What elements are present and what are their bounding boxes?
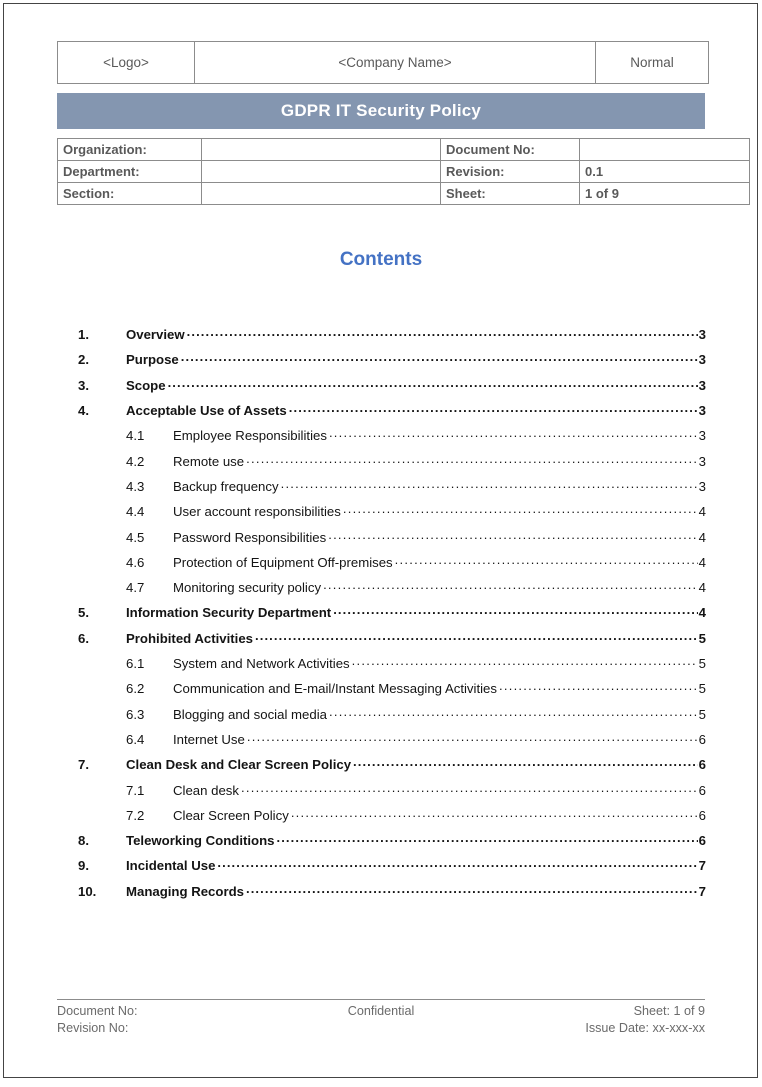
toc-leader-dots	[187, 326, 698, 339]
toc-entry[interactable]	[78, 554, 706, 579]
section-value[interactable]	[202, 183, 441, 205]
toc-entry-page: 4	[698, 554, 706, 570]
toc-leader-dots	[352, 655, 698, 668]
toc-leader-dots	[255, 630, 698, 643]
company-name-cell: <Company Name>	[195, 42, 596, 84]
toc-entry-title: Purpose	[126, 352, 179, 368]
toc-entry-number: 6.4	[126, 731, 145, 747]
footer-revision-no: Revision No:	[57, 1021, 129, 1035]
toc-leader-dots	[247, 731, 698, 744]
table-row	[58, 183, 750, 205]
metadata-table-wrapper	[57, 138, 705, 205]
toc-entry-title: Clean desk	[173, 782, 239, 798]
toc-entry-page: 3	[698, 453, 706, 469]
footer-divider	[57, 999, 705, 1000]
toc-entry[interactable]	[78, 579, 706, 604]
toc-entry-number: 2.	[78, 352, 89, 368]
toc-entry[interactable]	[78, 705, 706, 730]
toc-entry-page: 5	[698, 706, 706, 722]
footer-row-1	[57, 1003, 705, 1020]
document-title-banner	[57, 93, 705, 129]
toc-entry-number: 5.	[78, 605, 89, 621]
toc-entry-page: 5	[698, 656, 706, 672]
toc-entry-number: 6.3	[126, 706, 145, 722]
toc-entry[interactable]	[78, 756, 706, 781]
toc-leader-dots	[241, 781, 698, 794]
toc-entry[interactable]	[78, 528, 706, 553]
table-of-contents	[78, 326, 706, 908]
table-row	[58, 161, 750, 183]
toc-entry-title: User account responsibilities	[173, 504, 341, 520]
table-row	[58, 139, 750, 161]
toc-entry-title: Protection of Equipment Off-premises	[173, 554, 393, 570]
toc-entry[interactable]	[78, 478, 706, 503]
page-content	[57, 41, 705, 908]
document-metadata-table	[57, 138, 750, 205]
toc-entry-title: Scope	[126, 377, 166, 393]
toc-entry[interactable]	[78, 883, 706, 908]
toc-leader-dots	[329, 427, 698, 440]
toc-entry[interactable]	[78, 377, 706, 402]
toc-entry-title: Information Security Department	[126, 605, 332, 621]
page-title: GDPR IT Security Policy	[280, 101, 482, 120]
toc-entry-number: 4.4	[126, 504, 145, 520]
toc-leader-dots	[281, 478, 698, 491]
footer-document-no: Document No:	[57, 1004, 138, 1018]
document-no-value[interactable]	[580, 139, 750, 161]
toc-entry[interactable]	[78, 857, 706, 882]
toc-entry-number: 7.1	[126, 782, 145, 798]
toc-entry-page: 4	[698, 504, 706, 520]
footer-row-2	[57, 1020, 705, 1037]
toc-entry[interactable]	[78, 781, 706, 806]
logo-cell: <Logo>	[58, 42, 195, 84]
sheet-label: Sheet:	[441, 183, 580, 205]
section-label: Section:	[58, 183, 202, 205]
toc-entry-page: 6	[698, 807, 706, 823]
toc-entry-title: Incidental Use	[126, 858, 216, 874]
organization-value[interactable]	[202, 139, 441, 161]
toc-entry-number: 4.3	[126, 478, 145, 494]
toc-entry-number: 10.	[78, 883, 97, 899]
toc-entry[interactable]	[78, 326, 706, 351]
revision-label: Revision:	[441, 161, 580, 183]
toc-entry-title: Employee Responsibilities	[173, 428, 327, 444]
toc-entry[interactable]	[78, 807, 706, 832]
toc-leader-dots	[353, 756, 698, 769]
toc-entry-number: 4.	[78, 403, 89, 419]
toc-entry-number: 8.	[78, 833, 89, 849]
toc-entry-page: 7	[698, 858, 706, 874]
toc-entry-number: 4.5	[126, 529, 145, 545]
footer-spacer	[273, 1020, 489, 1037]
toc-entry[interactable]	[78, 402, 706, 427]
toc-entry-number: 4.2	[126, 453, 145, 469]
footer-sheet: Sheet: 1 of 9	[633, 1004, 705, 1018]
toc-entry[interactable]	[78, 351, 706, 376]
revision-value[interactable]: 0.1	[580, 161, 750, 183]
toc-leader-dots	[246, 883, 698, 896]
document-no-label: Document No:	[441, 139, 580, 161]
toc-entry-title: Clear Screen Policy	[173, 807, 289, 823]
toc-entry[interactable]	[78, 604, 706, 629]
toc-entry-title: Blogging and social media	[173, 706, 327, 722]
toc-entry-number: 6.	[78, 630, 89, 646]
footer-classification: Confidential	[347, 1004, 415, 1018]
toc-leader-dots	[328, 528, 697, 541]
toc-entry-page: 6	[698, 731, 706, 747]
toc-entry-number: 9.	[78, 858, 89, 874]
toc-entry-number: 1.	[78, 327, 89, 343]
toc-entry-title: Remote use	[173, 453, 245, 469]
toc-leader-dots	[181, 351, 698, 364]
toc-entry-page: 5	[698, 630, 706, 646]
department-value[interactable]	[202, 161, 441, 183]
contents-heading: Contents	[339, 249, 423, 270]
toc-entry-page: 5	[698, 681, 706, 697]
toc-entry[interactable]	[78, 731, 706, 756]
toc-entry-title: Internet Use	[173, 731, 245, 747]
toc-entry-title: Clean Desk and Clear Screen Policy	[126, 757, 352, 773]
toc-leader-dots	[291, 807, 698, 820]
toc-entry[interactable]	[78, 655, 706, 680]
toc-entry-page: 3	[698, 428, 706, 444]
toc-entry-number: 4.7	[126, 580, 145, 596]
toc-entry[interactable]	[78, 503, 706, 528]
toc-leader-dots	[289, 402, 698, 415]
toc-entry-number: 3.	[78, 377, 89, 393]
toc-entry-number: 7.2	[126, 807, 145, 823]
toc-entry-number: 4.6	[126, 554, 145, 570]
status-cell: Normal	[596, 42, 709, 84]
toc-leader-dots	[276, 832, 697, 845]
toc-leader-dots	[329, 705, 698, 718]
table-row	[58, 42, 709, 84]
toc-entry-page: 3	[698, 352, 706, 368]
toc-entry-page: 6	[698, 833, 706, 849]
toc-entry-page: 4	[698, 580, 706, 596]
organization-label: Organization:	[58, 139, 202, 161]
toc-entry-page: 3	[698, 478, 706, 494]
toc-entry-title: System and Network Activities	[173, 656, 350, 672]
toc-entry-page: 4	[698, 529, 706, 545]
toc-entry-page: 6	[698, 757, 706, 773]
page-footer	[57, 999, 705, 1037]
sheet-value[interactable]: 1 of 9	[580, 183, 750, 205]
footer-issue-date: Issue Date: xx-xxx-xx	[585, 1021, 705, 1035]
toc-leader-dots	[217, 857, 697, 870]
toc-leader-dots	[499, 680, 698, 693]
toc-entry-title: Prohibited Activities	[126, 630, 254, 646]
toc-entry-number: 6.2	[126, 681, 145, 697]
toc-entry[interactable]	[78, 832, 706, 857]
toc-entry-title: Teleworking Conditions	[126, 833, 275, 849]
toc-leader-dots	[343, 503, 698, 516]
toc-leader-dots	[395, 554, 698, 567]
toc-entry-page: 7	[698, 883, 706, 899]
toc-entry-title: Monitoring security policy	[173, 580, 322, 596]
toc-entry-title: Overview	[126, 327, 185, 343]
toc-entry-number: 4.1	[126, 428, 145, 444]
toc-entry[interactable]	[78, 452, 706, 477]
toc-entry-page: 6	[698, 782, 706, 798]
document-page	[3, 3, 758, 1078]
toc-entry-page: 3	[698, 403, 706, 419]
toc-leader-dots	[168, 377, 698, 390]
toc-entry-title: Acceptable Use of Assets	[126, 403, 287, 419]
toc-entry-title: Password Responsibilities	[173, 529, 327, 545]
toc-entry-title: Communication and E-mail/Instant Messaging Activities	[173, 681, 497, 697]
department-label: Department:	[58, 161, 202, 183]
toc-leader-dots	[333, 604, 697, 617]
toc-entry-title: Managing Records	[126, 883, 244, 899]
toc-entry[interactable]	[78, 427, 706, 452]
toc-entry[interactable]	[78, 680, 706, 705]
toc-entry-page: 4	[698, 605, 706, 621]
toc-entry-title: Backup frequency	[173, 478, 279, 494]
toc-leader-dots	[323, 579, 698, 592]
toc-entry-number: 7.	[78, 757, 89, 773]
toc-entry-page: 3	[698, 327, 706, 343]
toc-entry-page: 3	[698, 377, 706, 393]
document-header-table	[57, 41, 709, 84]
toc-entry[interactable]	[78, 630, 706, 655]
toc-entry-number: 6.1	[126, 656, 145, 672]
toc-leader-dots	[246, 452, 698, 465]
